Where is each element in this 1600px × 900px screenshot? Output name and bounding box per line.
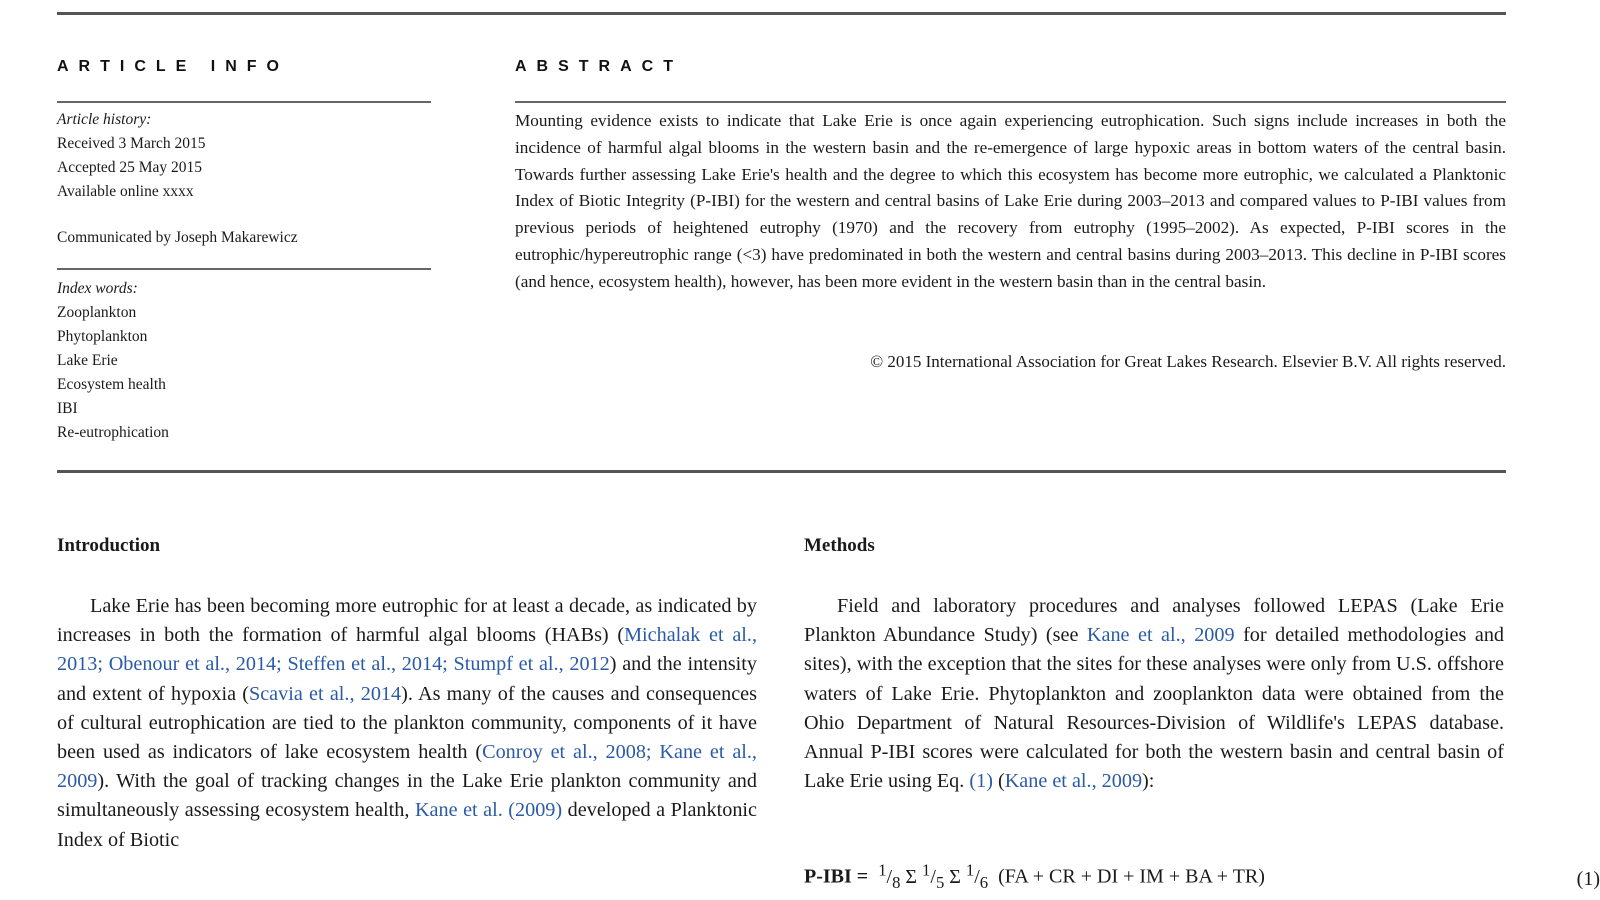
article-info-rule — [57, 101, 431, 103]
methods-heading: Methods — [804, 535, 875, 556]
accepted-date: Accepted 25 May 2015 — [57, 159, 203, 176]
keyword-item: Zooplankton — [57, 304, 137, 321]
index-words — [57, 277, 431, 445]
communicated-by — [57, 226, 431, 250]
abstract-rule — [515, 101, 1506, 103]
equation-lhs: P-IBI = — [804, 865, 869, 888]
introduction-paragraph — [57, 592, 757, 855]
methods-text-4: ): — [1142, 770, 1155, 793]
abstract-heading: ABSTRACT — [515, 58, 683, 75]
communicated-text: Communicated by Joseph Makarewicz — [57, 229, 298, 246]
equation-link[interactable]: (1) — [969, 770, 993, 793]
section-divider-rule — [57, 470, 1506, 473]
keyword-item: Lake Erie — [57, 352, 118, 369]
equation-rhs: (FA + CR + DI + IM + BA + TR) — [998, 865, 1265, 888]
methods-text-1: Field and laboratory procedures and analyses followed LEPAS (Lake Erie Plankton Abundance Study) (see — [804, 595, 1504, 647]
keyword-item: IBI — [57, 400, 78, 417]
abstract-text: Mounting evidence exists to indicate that Lake Erie is once again experiencing eutrophication. Such signs include increases in both the incidence of harmful algal blooms in the western basin and the re-emergence of large hypoxic areas in bottom waters of the central basin. Towards further assessing Lake Erie's health and the degree to which this ecosystem has become more eutrophic, we calculated a Planktonic Index of Biotic Integrity (P-IBI) for the western and central basins of Lake Erie during 2003–2013 and compared values to P-IBI values from previous periods of heightened eutrophy (1970) and the recovery from eutrophy (1995–2002). As expected, P-IBI scores in the eutrophic/hypereutrophic range (<3) have predominated in both the western and central basins during 2003–2013. This decline in P-IBI scores (and hence, ecosystem health), however, has been more evident in the western basin than in the central basin. — [515, 111, 1506, 291]
equation-number: (1) — [1576, 868, 1600, 890]
intro-text-4: ). With the goal of tracking changes in the Lake Erie plankton community and simultaneously assessing ecosystem health, — [57, 770, 757, 822]
keyword-item: Re-eutrophication — [57, 424, 169, 441]
article-history — [57, 108, 431, 204]
history-label: Article history: — [57, 111, 152, 128]
keywords-label: Index words: — [57, 280, 138, 297]
keyword-item: Ecosystem health — [57, 376, 166, 393]
received-date: Received 3 March 2015 — [57, 135, 206, 152]
citation-link[interactable]: Scavia et al., 2014 — [248, 682, 402, 705]
citation-link[interactable]: Michalak et al., 2013; Obenour et al., 2014; Steffen et al., 2014; Stumpf et al., 2012 — [57, 624, 758, 676]
copyright-notice: © 2015 International Association for Great Lakes Research. Elsevier B.V. All rights reserved. — [870, 352, 1506, 371]
intro-text-1: Lake Erie has been becoming more eutrophic for at least a decade, as indicated by increases in both the formation of harmful algal blooms (HABs) ( — [57, 595, 757, 647]
introduction-heading: Introduction — [57, 535, 161, 556]
keywords-rule — [57, 268, 431, 270]
methods-text-3: ( — [992, 770, 1005, 793]
top-rule — [57, 12, 1506, 15]
p-ibi-equation — [804, 860, 1506, 900]
available-online: Available online xxxx — [57, 183, 194, 200]
citation-link[interactable]: Conroy et al., 2008; Kane et al., 2009 — [57, 741, 757, 793]
citation-link[interactable]: Kane et al., 2009 — [1004, 770, 1143, 793]
article-info-heading: ARTICLE INFO — [57, 58, 289, 75]
intro-text-3: ). As many of the causes and consequences of cultural eutrophication are tied to the plankton community, components of it have been used as indicators of lake ecosystem health ( — [57, 682, 757, 764]
methods-text-2: for detailed methodologies and sites), with the exception that the sites for these analyses were only from U.S. offshore waters of Lake Erie. Phytoplankton and zooplankton data were obtained from the Ohio Department of Natural Resources-Division of Wildlife's LEPAS database. Annual P-IBI scores were calculated for both the western basin and central basin of Lake Erie using Eq. — [804, 624, 1505, 793]
equation-sums: $^1/_8$ Σ $^1/_5$ Σ $^1/_6$ — [878, 860, 989, 892]
citation-link[interactable]: Kane et al. (2009) — [414, 799, 563, 822]
keyword-item: Phytoplankton — [57, 328, 148, 345]
methods-paragraph — [804, 592, 1504, 796]
intro-text-5: developed a Planktonic Index of Biotic — [57, 799, 757, 851]
intro-text-2: ) and the intensity and extent of hypoxia ( — [57, 653, 757, 705]
citation-link[interactable]: Kane et al., 2009 — [1086, 624, 1235, 647]
